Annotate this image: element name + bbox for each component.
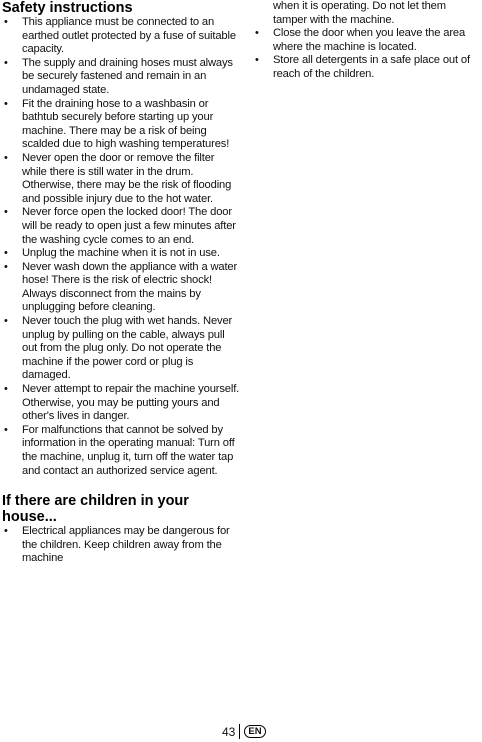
- bullet-icon: •: [4, 16, 8, 28]
- bullet-icon: •: [4, 206, 8, 219]
- language-badge: EN: [244, 725, 265, 738]
- safety-item: [2, 98, 240, 152]
- bullet-icon: •: [4, 97, 8, 110]
- page-number: 43: [222, 724, 236, 739]
- safety-item: [2, 315, 240, 383]
- footer-divider: [239, 724, 240, 739]
- children-item-text: Close the door when you leave the area where the machine is located.: [273, 27, 466, 53]
- right-column: [253, 0, 481, 82]
- bullet-icon: •: [4, 423, 8, 436]
- bullet-icon: •: [4, 315, 8, 328]
- page-footer: [222, 724, 266, 739]
- safety-list: [2, 16, 240, 478]
- children-item: [253, 54, 481, 81]
- children-item-continuation: when it is operating. Do not let them tamper with the machine.: [273, 0, 446, 26]
- children-item-text: Store all detergents in a safe place out of reach of the children.: [273, 54, 470, 80]
- safety-item-text: Never wash down the appliance with a water hose! There is the risk of electric shock! Always disconnect from the mains by unplugging before cleaning.: [22, 260, 238, 314]
- safety-item-text: Never force open the locked door! The door will be ready to open just a few minutes after the washing cycle comes to an end.: [22, 206, 236, 246]
- children-heading: If there are children in your house...: [2, 493, 189, 526]
- safety-item-text: For malfunctions that cannot be solved by information in the operating manual: Turn off the machine, unplug it, turn off the water tap and contact an authorized service agent.: [22, 423, 235, 477]
- safety-instructions-heading: Safety instructions: [2, 0, 133, 16]
- children-list: [2, 525, 240, 566]
- bullet-icon: •: [255, 54, 259, 67]
- safety-item: [2, 16, 240, 57]
- bullet-icon: •: [255, 27, 259, 40]
- safety-item-text: The supply and draining hoses must always be securely fastened and remain in an undamaged state.: [22, 56, 233, 96]
- bullet-icon: •: [4, 247, 8, 260]
- safety-item-text: Never touch the plug with wet hands. Never unplug by pulling on the cable, always pull out from the plug only. Do not operate the machine if the power cord or plug is damaged.: [22, 315, 233, 382]
- safety-item-text: Never open the door or remove the filter while there is still water in the drum. Otherwise, there may be the risk of flooding and possible injury due to the hot water.: [22, 151, 232, 205]
- bullet-icon: •: [4, 260, 8, 273]
- left-column: [2, 0, 240, 566]
- safety-item: [2, 424, 240, 478]
- safety-item: [2, 261, 240, 315]
- safety-item: [2, 247, 240, 261]
- children-list-continued: [253, 27, 481, 81]
- children-item: [2, 525, 240, 566]
- safety-item-text: This appliance must be connected to an earthed outlet protected by a fuse of suitable capacity.: [22, 16, 236, 56]
- safety-item: [2, 57, 240, 98]
- safety-item-text: Never attempt to repair the machine yourself. Otherwise, you may be putting yours and other's lives in danger.: [22, 383, 240, 423]
- children-item-text: Electrical appliances may be dangerous for the children. Keep children away from the machine: [22, 525, 230, 565]
- safety-item: [2, 152, 240, 206]
- bullet-icon: •: [4, 525, 8, 538]
- bullet-icon: •: [4, 151, 8, 164]
- children-item: [253, 27, 481, 54]
- safety-item-text: Unplug the machine when it is not in use.: [22, 247, 220, 260]
- bullet-icon: •: [4, 383, 8, 396]
- safety-item: [2, 383, 240, 424]
- bullet-icon: •: [4, 56, 8, 69]
- safety-item: [2, 206, 240, 247]
- safety-item-text: Fit the draining hose to a washbasin or bathtub securely before starting up your machine. There may be a risk of being scalded due to high washing temperatures!: [22, 97, 230, 151]
